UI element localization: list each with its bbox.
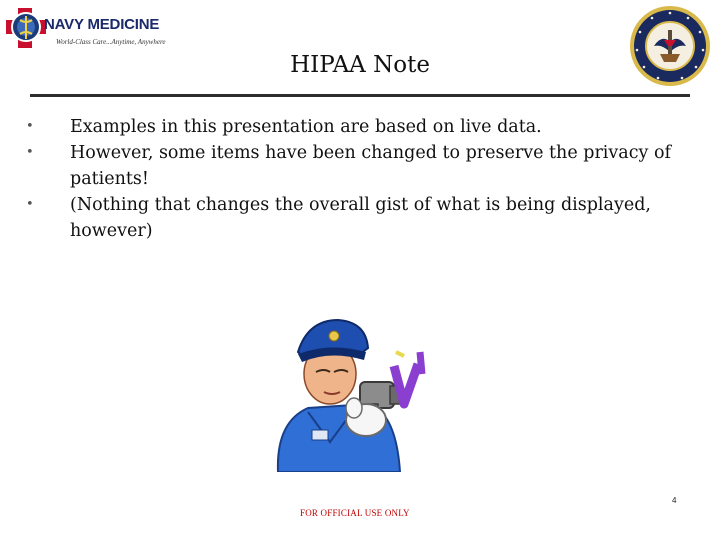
brand-tagline: World-Class Care...Anytime, Anywhere (56, 38, 166, 46)
title-divider (30, 94, 690, 97)
bullet-dot-icon: • (26, 119, 34, 134)
police-officer-radar-gun-icon (268, 312, 448, 472)
navy-medicine-emblem-icon (4, 6, 48, 50)
list-item (22, 114, 672, 140)
list-item (22, 192, 672, 244)
bullet-list (22, 114, 672, 244)
bullet-text: However, some items have been changed to preserve the privacy of patients! (70, 143, 671, 189)
list-item (22, 140, 672, 192)
bullet-text: Examples in this presentation are based on live data. (70, 117, 542, 137)
bullet-text: (Nothing that changes the overall gist of what is being displayed, however) (70, 195, 651, 241)
slide-title: HIPAA Note (290, 52, 430, 78)
brand-name: NAVY MEDICINE (44, 16, 160, 33)
bullet-dot-icon: • (26, 197, 34, 212)
bullet-dot-icon: • (26, 145, 34, 160)
navy-medicine-logo (4, 6, 166, 50)
classification-footer: FOR OFFICIAL USE ONLY (300, 508, 410, 518)
page-number: 4 (672, 496, 677, 505)
